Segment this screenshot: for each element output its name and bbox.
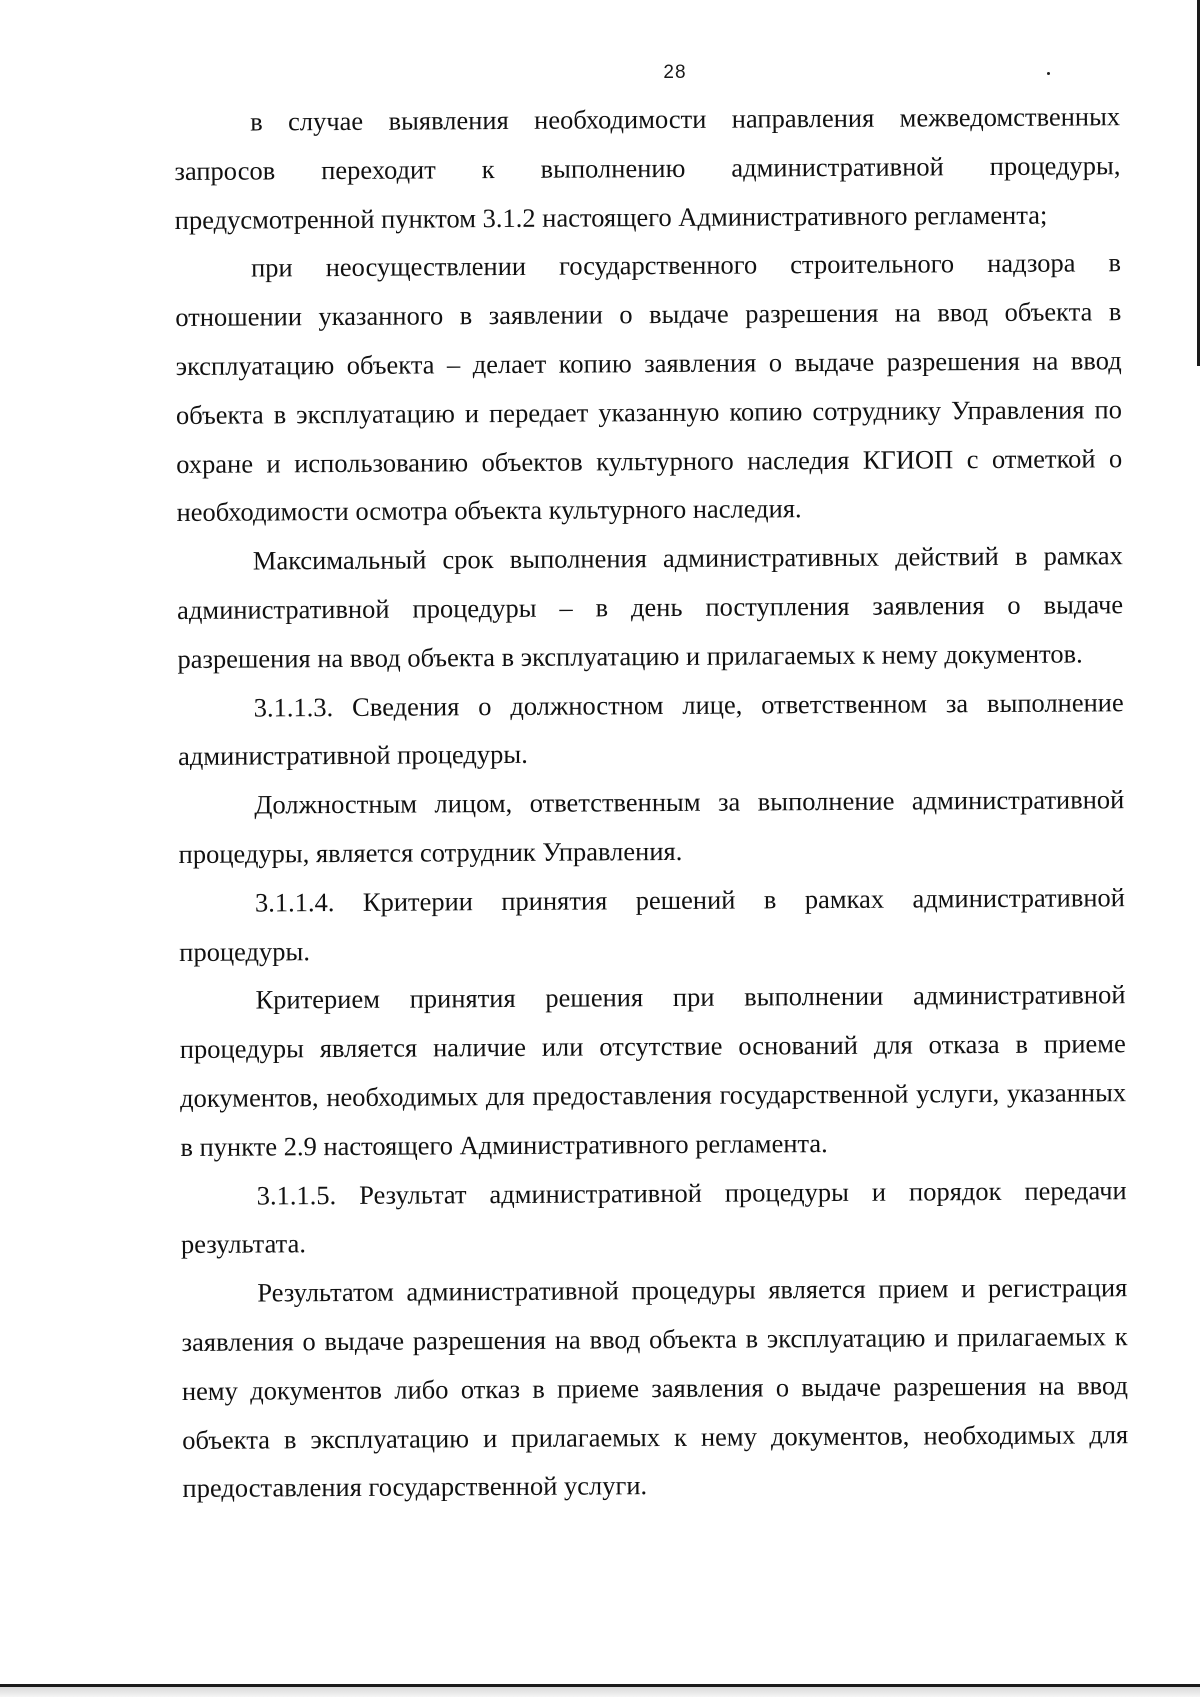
paragraph-procedure-result: Результатом административной процедуры является прием и регистрация заявления о выдаче разрешения на ввод объекта в эксплуатацию и прилагаемых к нему документов либо отказ в приеме заявления о выдаче разрешения на ввод объекта в эксплуатацию и прилагаемых к нему документов, необходимых для предоставления государственной услуги.	[181, 1272, 1129, 1504]
document-body	[174, 92, 1129, 1513]
paragraph-decision-criterion: Критерием принятия решения при выполнении административной процедуры является наличие или отсутствие оснований для отказа в приеме документов, необходимых для предоставления государственной услуги, указанных в пункте 2.9 настоящего Административного регламента.	[179, 979, 1127, 1162]
scan-shadow-bottom	[0, 1687, 1200, 1697]
section-heading-3-1-1-3: 3.1.1.3. Сведения о должностном лице, ответственном за выполнение административной процедуры.	[177, 686, 1124, 772]
scan-speck	[1047, 72, 1050, 75]
paragraph-copy-to-heritage-department: при неосуществлении государственного строительного надзора в отношении указанного в заявлении о выдаче разрешения на ввод объекта в эксплуатацию объекта – делает копию заявления о выдаче разрешения на ввод объекта в эксплуатацию и передает указанную копию сотруднику Управления по охране и использованию объектов культурного наследия КГИОП с отметкой о необходимости осмотра объекта культурного наследия.	[175, 247, 1123, 528]
paragraph-responsible-official: Должностным лицом, ответственным за выполнение административной процедуры, является сотрудник Управления.	[178, 784, 1125, 869]
section-heading-3-1-1-4: 3.1.1.4. Критерии принятия решений в рамках административной процедуры.	[179, 881, 1125, 967]
paragraph-max-duration: Максимальный срок выполнения административных действий в рамках административной процедуры – в день поступления заявления о выдаче разрешения на ввод объекта в эксплуатацию и прилагаемых к нему документов.	[177, 540, 1124, 674]
section-heading-3-1-1-5: 3.1.1.5. Результат административной процедуры и порядок передачи результата.	[180, 1174, 1127, 1260]
paragraph-interagency-requests: в случае выявления необходимости направления межведомственных запросов переходит к выполнению административной процедуры, предусмотренной пунктом 3.1.2 настоящего Административного регламента;	[174, 101, 1121, 235]
page-number: 28	[663, 62, 687, 83]
